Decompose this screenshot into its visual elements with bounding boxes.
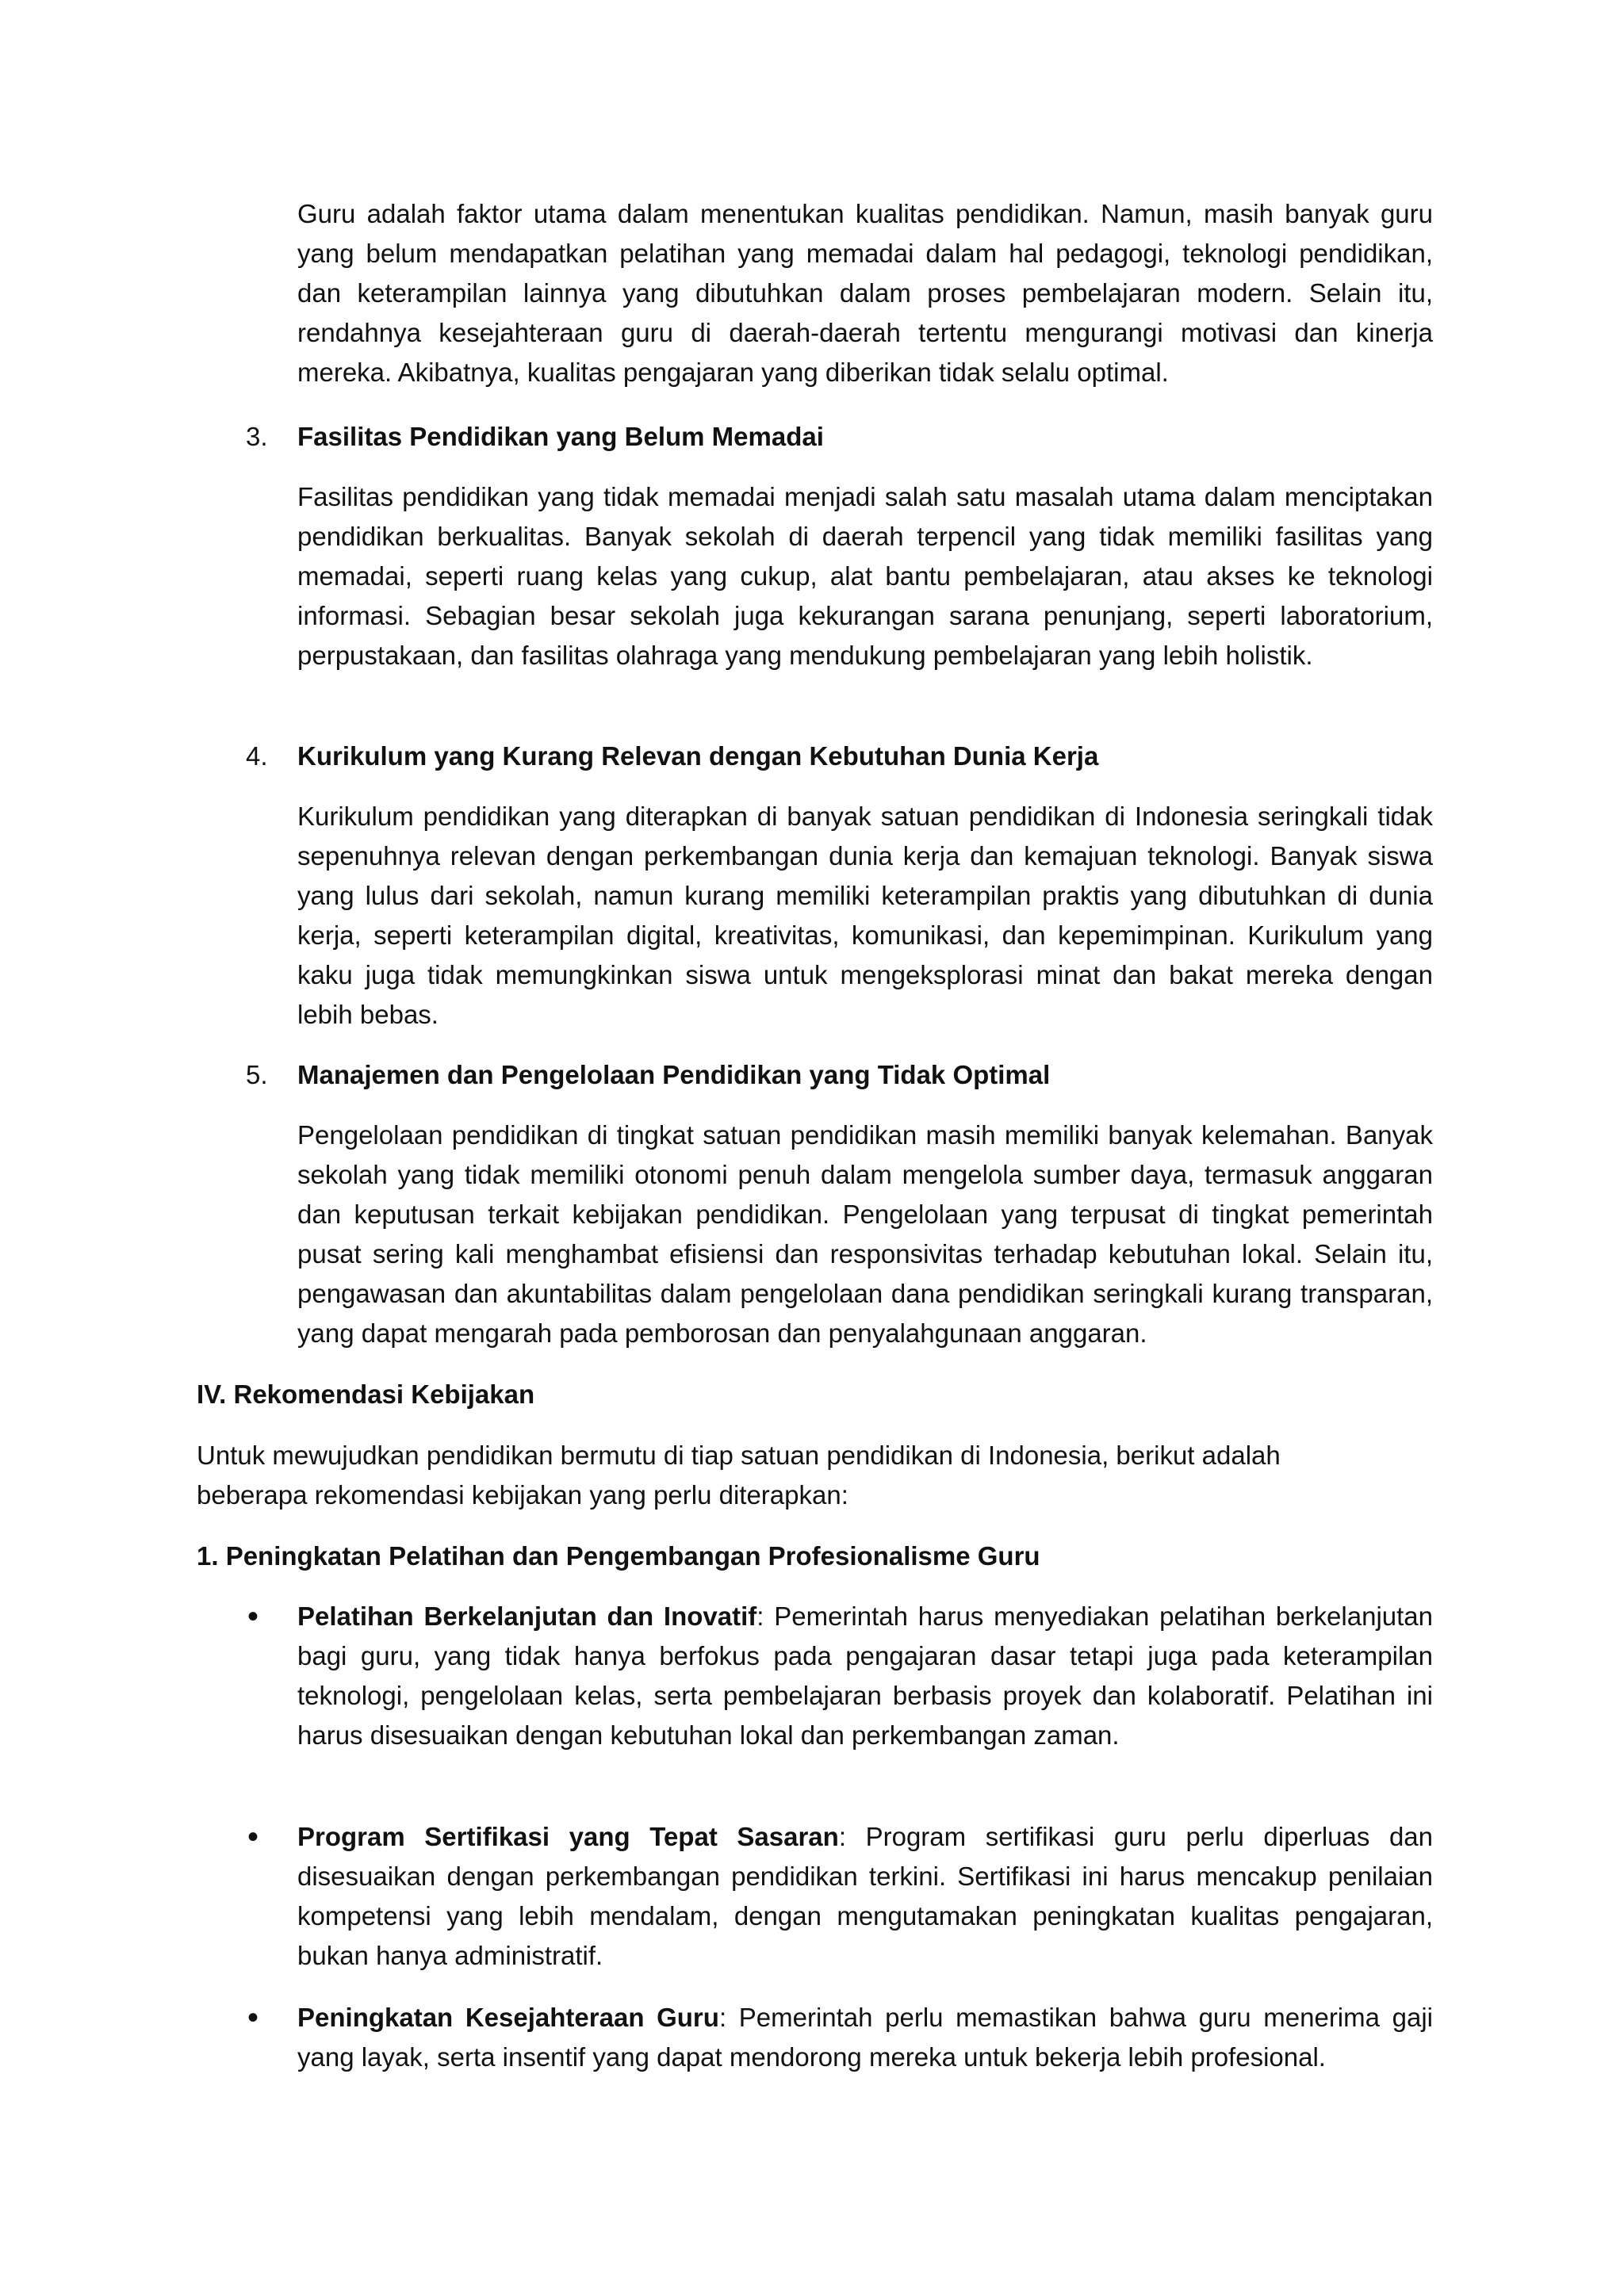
bullet-paragraph — [297, 1817, 1433, 1976]
bullet-text: : Pemerintah perlu memastikan bahwa guru menerima gaji yang layak, serta insentif yang dapat mendorong mereka untuk bekerja lebih profesional. — [297, 2003, 1433, 2072]
issue-body: Fasilitas pendidikan yang tidak memadai menjadi salah satu masalah utama dalam menciptakan pendidikan berkualitas. Banyak sekolah di daerah terpencil yang tidak memiliki fasilitas yang memadai, seperti ruang kelas yang cukup, alat bantu pembelajaran, atau akses ke teknologi informasi. Sebagian besar sekolah juga kekurangan sarana penunjang, seperti laboratorium, perpustakaan, dan fasilitas olahraga yang mendukung pembelajaran yang lebih holistik. — [297, 482, 1433, 670]
bullet-term: Pelatihan Berkelanjutan dan Inovatif — [297, 1601, 757, 1631]
issue-title: Fasilitas Pendidikan yang Belum Memadai — [297, 422, 824, 451]
bullet-paragraph — [297, 1998, 1433, 2077]
issue-number: 5. — [246, 1060, 268, 1089]
sub-heading: 1. Peningkatan Pelatihan dan Pengembangan Profesionalisme Guru — [197, 1541, 1040, 1571]
bullet-icon: • — [247, 1820, 259, 1854]
bullet-icon: • — [247, 2000, 259, 2035]
bullet-term: Peningkatan Kesejahteraan Guru — [297, 2003, 719, 2032]
issue-title: Kurikulum yang Kurang Relevan dengan Kebutuhan Dunia Kerja — [297, 741, 1099, 771]
issue-number: 3. — [246, 422, 268, 451]
issue-body: Kurikulum pendidikan yang diterapkan di banyak satuan pendidikan di Indonesia seringkali tidak sepenuhnya relevan dengan perkembangan dunia kerja dan kemajuan teknologi. Banyak siswa yang lulus dari sekolah, namun kurang memiliki keterampilan praktis yang dibutuhkan di dunia kerja, seperti keterampilan digital, kreativitas, komunikasi, dan kepemimpinan. Kurikulum yang kaku juga tidak memungkinkan siswa untuk mengeksplorasi minat dan bakat mereka dengan lebih bebas. — [297, 802, 1433, 1029]
section-heading: IV. Rekomendasi Kebijakan — [197, 1380, 535, 1409]
intro-paragraph: Guru adalah faktor utama dalam menentukan kualitas pendidikan. Namun, masih banyak guru yang belum mendapatkan pelatihan yang memadai dalam hal pedagogi, teknologi pendidikan, dan keterampilan lainnya yang dibutuhkan dalam proses pembelajaran modern. Selain itu, rendahnya kesejahteraan guru di daerah-daerah tertentu mengurangi motivasi dan kinerja mereka. Akibatnya, kualitas pengajaran yang diberikan tidak selalu optimal. — [297, 199, 1433, 387]
bullet-text: : Pemerintah harus menyediakan pelatihan berkelanjutan bagi guru, yang tidak hanya berfokus pada pengajaran dasar tetapi juga pada keterampilan teknologi, pengelolaan kelas, serta pembelajaran berbasis proyek dan kolaboratif. Pelatihan ini harus disesuaikan dengan kebutuhan lokal dan perkembangan zaman. — [297, 1601, 1433, 1750]
bullet-icon: • — [247, 1599, 259, 1634]
issue-body: Pengelolaan pendidikan di tingkat satuan pendidikan masih memiliki banyak kelemahan. Banyak sekolah yang tidak memiliki otonomi penuh dalam mengelola sumber daya, termasuk anggaran dan keputusan terkait kebijakan pendidikan. Pengelolaan yang terpusat di tingkat pemerintah pusat sering kali menghambat efisiensi dan responsivitas terhadap kebutuhan lokal. Selain itu, pengawasan dan akuntabilitas dalam pengelolaan dana pendidikan seringkali kurang transparan, yang dapat mengarah pada pemborosan dan penyalahgunaan anggaran. — [297, 1120, 1433, 1348]
bullet-text: : Program sertifikasi guru perlu diperluas dan disesuaikan dengan perkembangan pendidikan terkini. Sertifikasi ini harus mencakup penilaian kompetensi yang lebih mendalam, dengan mengutamakan peningkatan kualitas pengajaran, bukan hanya administratif. — [297, 1822, 1433, 1970]
bullet-term: Program Sertifikasi yang Tepat Sasaran — [297, 1822, 839, 1851]
bullet-paragraph — [297, 1597, 1433, 1755]
section-intro: Untuk mewujudkan pendidikan bermutu di tiap satuan pendidikan di Indonesia, berikut adalah beberapa rekomendasi kebijakan yang perlu diterapkan: — [197, 1441, 1281, 1510]
issue-title: Manajemen dan Pengelolaan Pendidikan yang Tidak Optimal — [297, 1060, 1051, 1089]
issue-number: 4. — [246, 741, 268, 771]
